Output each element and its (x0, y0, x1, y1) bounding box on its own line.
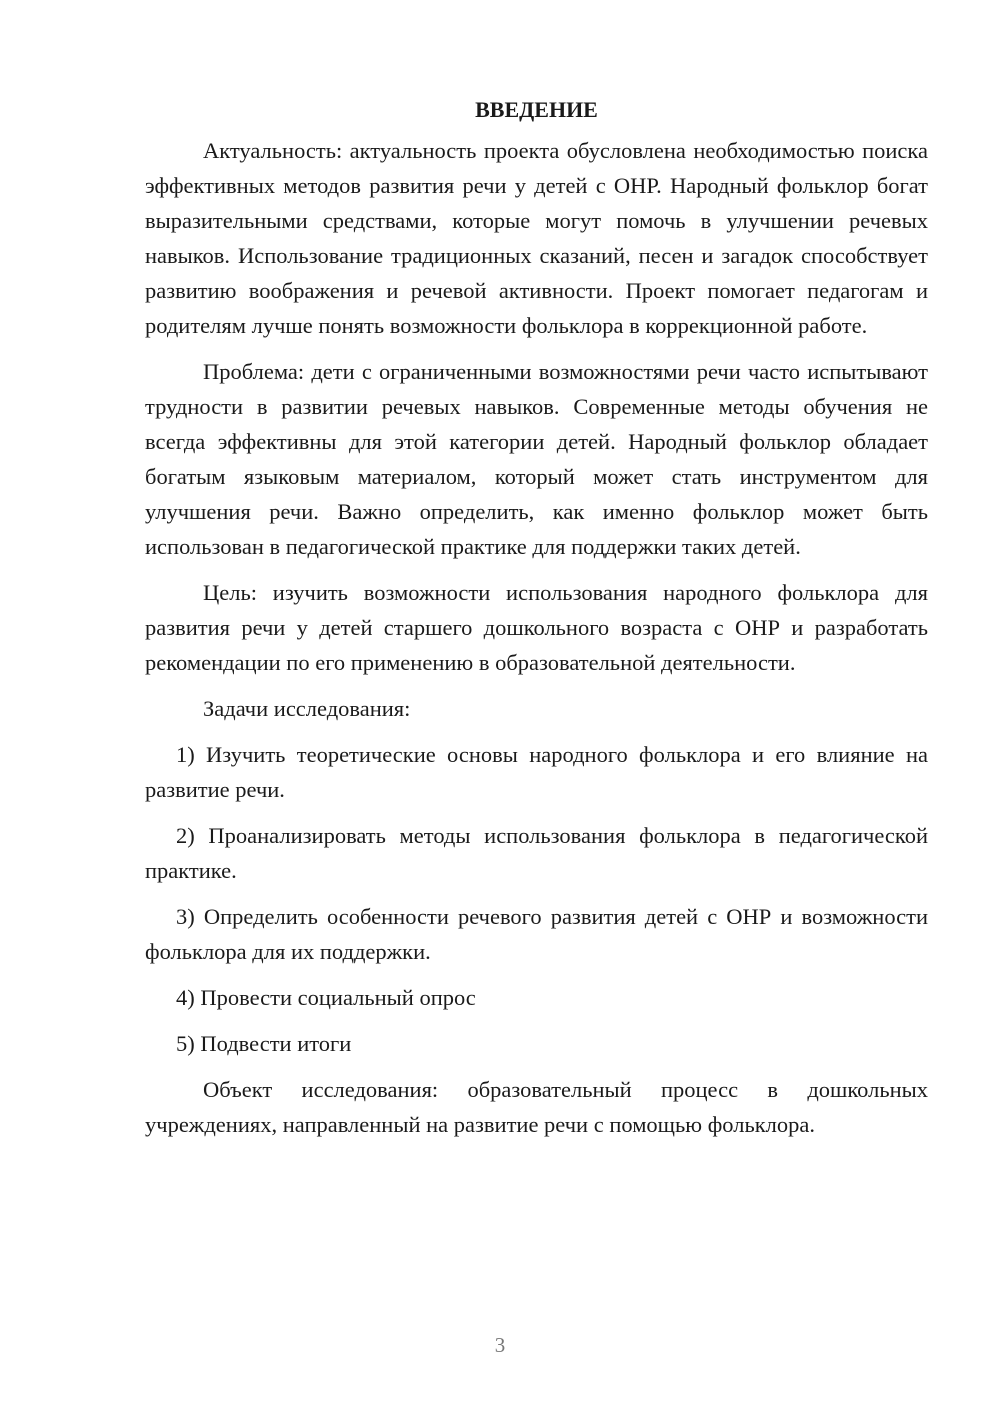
task-item-1: 1) Изучить теоретические основы народного фольклора и его влияние на развитие речи. (145, 742, 928, 802)
paragraph-problem: Проблема: дети с ограниченными возможностями речи часто испытывают трудности в развитии речевых навыков. Современные методы обучения не всегда эффективны для этой категории детей. Народный фольклор обладает богатым языковым материалом, который может стать инструментом для улучшения речи. Важно определить, как именно фольклор может быть использован в педагогической практике для поддержки таких детей. (145, 359, 928, 559)
paragraph-goal: Цель: изучить возможности использования народного фольклора для развития речи у детей старшего дошкольного возраста с ОНР и разработать рекомендации по его применению в образовательной деятельности. (145, 580, 928, 675)
paragraph-tasks-heading: Задачи исследования: (203, 696, 411, 721)
task-item-4: 4) Провести социальный опрос (176, 985, 476, 1010)
paragraph-object: Объект исследования: образовательный процесс в дошкольных учреждениях, направленный на развитие речи с помощью фольклора. (145, 1077, 928, 1137)
page-number: 3 (494, 1333, 506, 1357)
section-title: ВВЕДЕНИЕ (475, 97, 598, 122)
task-item-3: 3) Определить особенности речевого развития детей с ОНР и возможности фольклора для их поддержки. (145, 904, 928, 964)
paragraph-relevance: Актуальность: актуальность проекта обусловлена необходимостью поиска эффективных методов развития речи у детей с ОНР. Народный фольклор богат выразительными средствами, которые могут помочь в улучшении речевых навыков. Использование традиционных сказаний, песен и загадок способствует развитию воображения и речевой активности. Проект помогает педагогам и родителям лучше понять возможности фольклора в коррекционной работе. (145, 138, 928, 338)
task-item-2: 2) Проанализировать методы использования фольклора в педагогической практике. (145, 823, 928, 883)
document-page (145, 92, 928, 1153)
task-item-5: 5) Подвести итоги (176, 1031, 352, 1056)
